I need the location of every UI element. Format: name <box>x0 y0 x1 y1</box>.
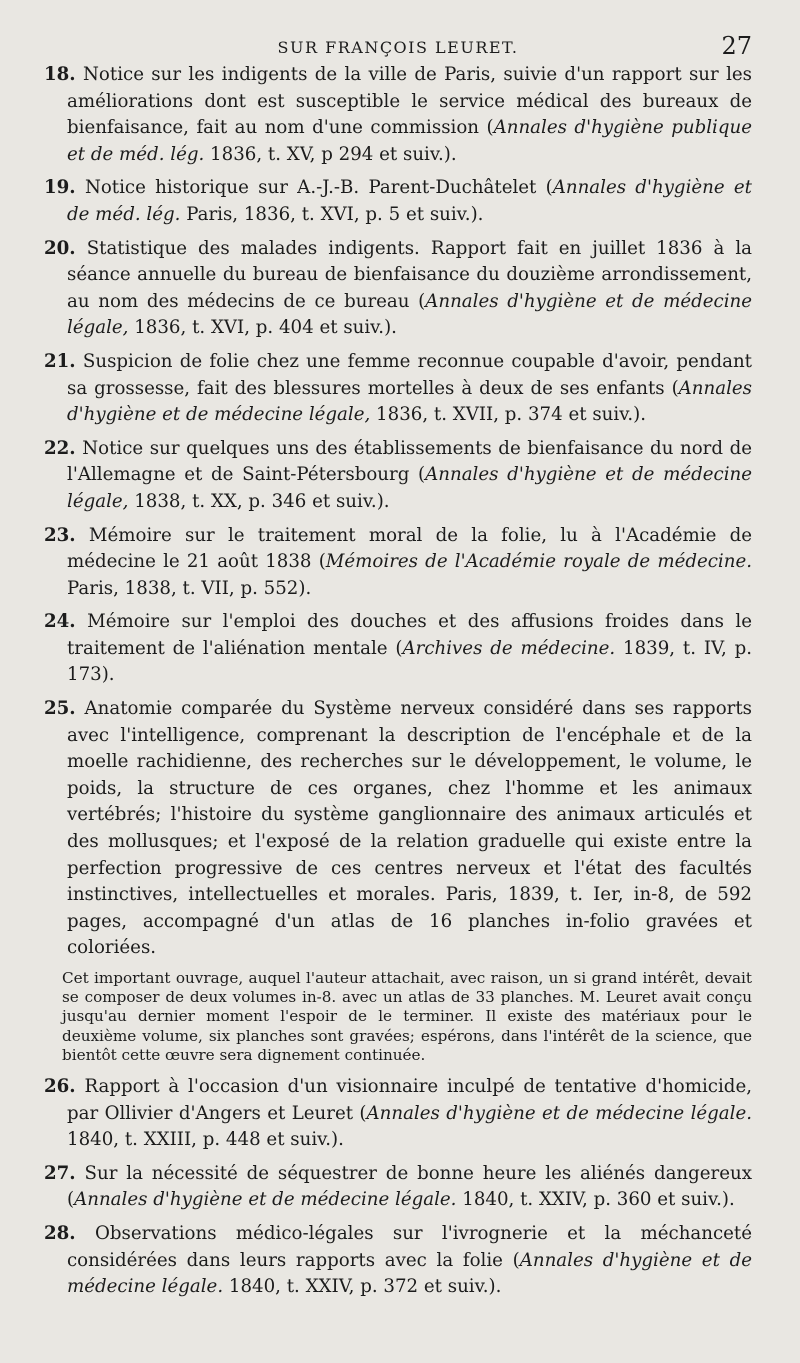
bibliography-list-continued <box>44 1074 752 1301</box>
entry-number: 21. <box>44 350 76 372</box>
entry-journal: Annales d'hygiène et de médecine légale, <box>67 464 752 512</box>
entry-number: 28. <box>44 1222 76 1244</box>
bibliography-entry <box>44 1074 752 1154</box>
entry-citation: 1836, t. XVI, p. 404 et suiv.). <box>128 317 397 339</box>
entry-journal: Annales d'hygiène et de médecine légale, <box>67 377 752 426</box>
entry-number: 20. <box>44 237 76 259</box>
bibliography-entry <box>44 62 752 168</box>
bibliography-list <box>44 62 752 962</box>
bibliography-entry <box>44 1221 752 1301</box>
entry-text: Suspicion de folie chez une femme reconnue coupable d'avoir, pendant sa grossesse, fait des blessures mortelles à deux de ses enfants ( <box>67 350 752 399</box>
entry-citation: 1839, t. IV, p. 173). <box>67 637 752 686</box>
entry-journal: Annales d'hygiène et de médecine légale. <box>67 1249 752 1298</box>
entry-text: Mémoire sur l'emploi des douches et des affusions froides dans le traitement de l'aliénation mentale ( <box>67 611 752 659</box>
entry-journal: Annales d'hygiène et de médecine légale, <box>67 290 752 339</box>
entry-text: Notice sur quelques uns des établissements de bienfaisance du nord de l'Allemagne et de Saint-Pétersbourg ( <box>67 437 752 486</box>
bibliography-entry <box>44 236 752 342</box>
entry-number: 26. <box>44 1076 76 1098</box>
entry-text: Notice historique sur A.-J.-B. Parent-Duchâtelet ( <box>84 177 553 199</box>
bibliography-entry <box>44 609 752 689</box>
entry-number: 22. <box>44 437 76 459</box>
entry-text: Notice sur les indigents de la ville de Paris, suivie d'un rapport sur les améliorations dont est susceptible le service médical des bureaux de bienfaisance, fait au nom d'une commission ( <box>67 64 752 139</box>
entry-journal: Annales d'hygiène et de médecine légale. <box>366 1102 752 1124</box>
entry-number: 18. <box>44 64 76 85</box>
bibliography-entry <box>44 436 752 516</box>
bibliography-entry <box>44 175 752 228</box>
entry-number: 24. <box>44 611 76 633</box>
bibliography-entry <box>44 696 752 962</box>
entry-text: Observations médico-légales sur l'ivrognerie et la méchanceté considérées dans leurs rapports avec la folie ( <box>67 1222 752 1271</box>
entry-journal: Archives de médecine. <box>402 637 616 659</box>
entry-citation: 1836, t. XV, p 294 et suiv.). <box>204 143 457 165</box>
entry-citation: 1840, t. XXIII, p. 448 et suiv.). <box>67 1129 344 1151</box>
entry-journal: Annales d'hygiène et de médecine légale. <box>74 1189 457 1211</box>
entry-number: 23. <box>44 524 76 546</box>
entry-text: Sur la nécessité de séquestrer de bonne heure les aliénés dangereux ( <box>67 1162 752 1211</box>
entry-citation: 1840, t. XXIV, p. 360 et suiv.). <box>456 1189 735 1211</box>
page-number: 27 <box>721 32 752 60</box>
running-title: SUR FRANÇOIS LEURET. <box>277 38 519 57</box>
entry-text: Anatomie comparée du Système nerveux considéré dans ses rapports avec l'intelligence, comprenant la description de l'encéphale et de la moelle rachidienne, des recherches sur le développement, le volume, le poids, la structure de ces organes, chez l'homme et les animaux vertébrés; l'histoire du système ganglionnaire des animaux articulés et des mollusques; et l'exposé de la relation graduelle qui existe entre la perfection progressive de ces centres nerveux et l'état des facultés instinctives, intellectuelles et morales. Paris, 1839, t. Ier, in-8, de 592 pages, accompagné d'un atlas de 16 planches in-folio gravées et coloriées. <box>67 698 752 959</box>
bibliography-entry <box>44 349 752 429</box>
entry-citation: 1840, t. XXIV, p. 372 et suiv.). <box>223 1276 502 1298</box>
entry-number: 27. <box>44 1162 76 1184</box>
entry-journal: Annales d'hygiène et de méd. lég. <box>67 177 752 225</box>
entry-number: 25. <box>44 698 76 720</box>
page-header <box>44 28 752 62</box>
entry-journal: Mémoires de l'Académie royale de médecine. <box>325 551 752 573</box>
bibliography-entry <box>44 523 752 603</box>
entry-text: Rapport à l'occasion d'un visionnaire inculpé de tentative d'homicide, par Ollivier d'Angers et Leuret ( <box>67 1076 752 1124</box>
entry-text: Statistique des malades indigents. Rapport fait en juillet 1836 à la séance annuelle du bureau de bienfaisance du douzième arrondissement, au nom des médecins de ce bureau ( <box>67 237 752 312</box>
bibliography-entry <box>44 1161 752 1214</box>
entry-citation: Paris, 1836, t. XVI, p. 5 et suiv.). <box>180 203 484 225</box>
entry-journal: Annales d'hygiène publique et de méd. lég. <box>67 117 752 165</box>
entry-text: Mémoire sur le traitement moral de la folie, lu à l'Académie de médecine le 21 août 1838 ( <box>67 524 752 573</box>
entry-citation: 1836, t. XVII, p. 374 et suiv.). <box>370 404 646 426</box>
entry-citation: Paris, 1838, t. VII, p. 552). <box>67 577 312 599</box>
editorial-note: Cet important ouvrage, auquel l'auteur attachait, avec raison, un si grand intérêt, devait se composer de deux volumes in-8. avec un atlas de 33 planches. M. Leuret avait conçu jusqu'au dernier moment l'espoir de le terminer. Il existe des matériaux pour le deuxième volume, six planches sont gravées; espérons, dans l'intérêt de la science, que bientôt cette œuvre sera dignement continuée. <box>62 969 752 1064</box>
entry-citation: 1838, t. XX, p. 346 et suiv.). <box>128 490 390 512</box>
entry-number: 19. <box>44 177 76 199</box>
